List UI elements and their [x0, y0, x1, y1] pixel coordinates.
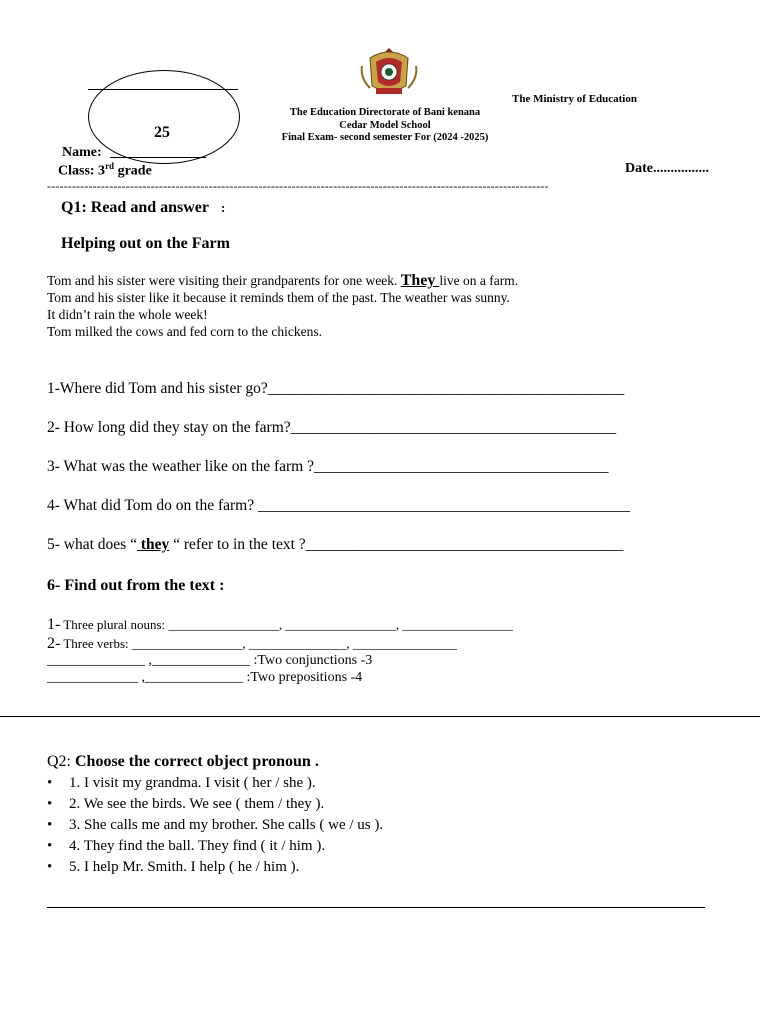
q2-heading: Q2: Choose the correct object pronoun .: [47, 753, 319, 770]
q2-item[interactable]: • 1. I visit my grandma. I visit ( her / she ).: [47, 775, 316, 791]
question-1[interactable]: 1-Where did Tom and his sister go?______________________________________________: [47, 380, 625, 397]
q2-item[interactable]: • 4. They find the ball. They find ( it / him ).: [47, 838, 326, 854]
q2-item[interactable]: • 5. I help Mr. Smith. I help ( he / him ).: [47, 859, 300, 875]
question-3[interactable]: 3- What was the weather like on the farm ?______________________________________: [47, 458, 609, 475]
school-name: Cedar Model School: [339, 120, 431, 131]
passage-title: Helping out on the Farm: [61, 235, 230, 252]
ministry-name: The Ministry of Education: [512, 93, 637, 105]
date-label: Date................: [625, 161, 709, 176]
bottom-rule: [47, 907, 705, 908]
question-4[interactable]: 4- What did Tom do on the farm? ________________________________________________: [47, 497, 630, 514]
ministry-emblem-icon: [356, 42, 422, 98]
q2-item[interactable]: • 3. She calls me and my brother. She calls ( we / us ).: [47, 817, 384, 833]
header-divider: -------------------------------------------------------------------------------------------------------------------------: [47, 179, 549, 193]
reading-passage: Tom and his sister were visiting their grandparents for one week. They live on a farm. Tom and his sister like it because it reminds them of the past. The weather was sunny. It didn’t rain the whole week! Tom milked the cows and fed corn to the chickens.: [47, 272, 519, 339]
find-plural-nouns[interactable]: 1- Three plural nouns: _________________, _________________, _________________: [47, 616, 513, 633]
name-label: Name:: [62, 145, 102, 160]
exam-title: Final Exam- second semester For (2024 -2025): [281, 132, 489, 143]
find-prepositions[interactable]: _____________ ,______________ :Two prepositions -4: [47, 670, 363, 685]
question-5[interactable]: 5- what does “ they “ refer to in the text ?_________________________________________: [47, 536, 624, 553]
q2-item[interactable]: • 2. We see the birds. We see ( them / they ).: [47, 796, 325, 812]
section-divider: [0, 716, 760, 717]
score-line: [88, 89, 238, 90]
class-label: Class: 3rd grade: [58, 161, 152, 179]
name-field-line[interactable]: [110, 157, 206, 158]
score-value: 25: [154, 124, 170, 141]
directorate-name: The Education Directorate of Bani kenana: [289, 107, 481, 118]
find-conjunctions[interactable]: ______________ ,______________ :Two conjunctions -3: [47, 653, 373, 668]
find-verbs[interactable]: 2- Three verbs: _________________, _______________, ________________: [47, 635, 457, 652]
question-2[interactable]: 2- How long did they stay on the farm?__________________________________________: [47, 419, 617, 436]
q1-heading: Q1: Read and answer :: [61, 199, 226, 216]
score-oval: [88, 70, 240, 164]
find-heading: 6- Find out from the text :: [47, 577, 225, 594]
